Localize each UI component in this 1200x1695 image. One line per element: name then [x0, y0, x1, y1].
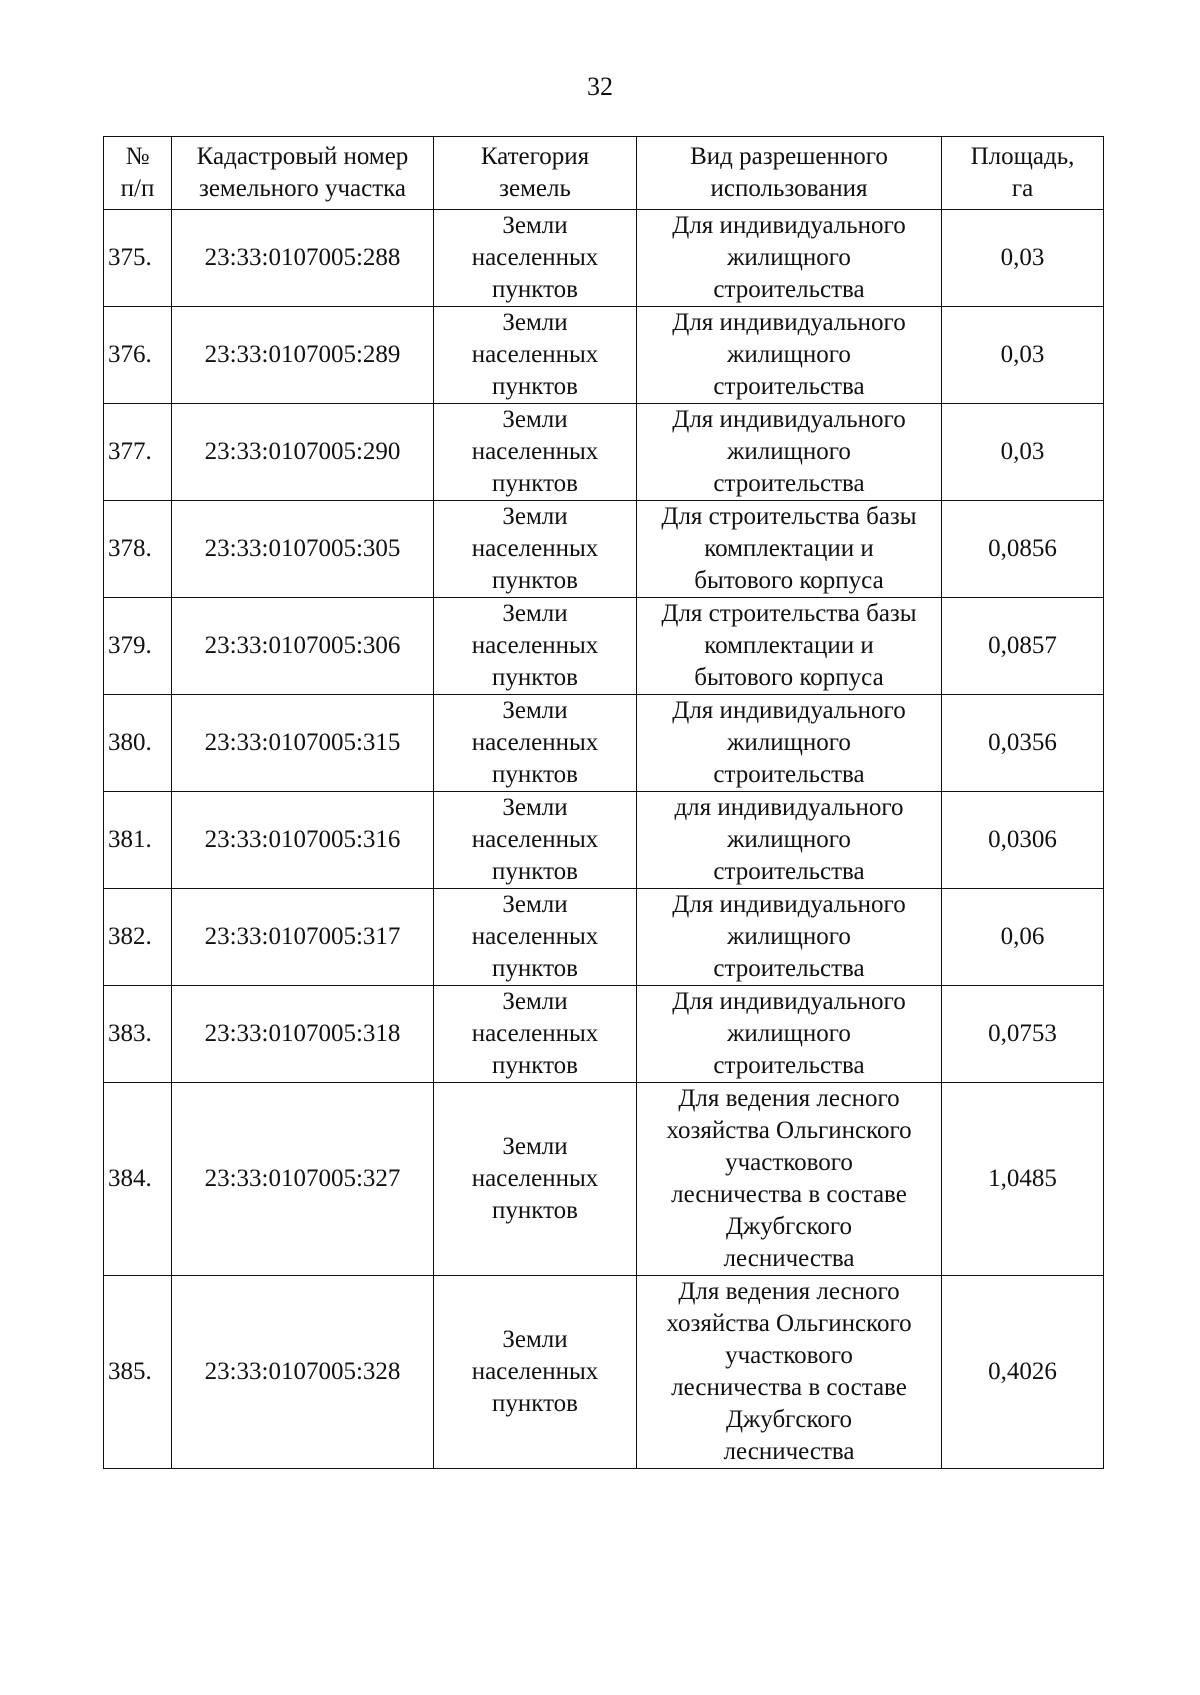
land-category: [434, 210, 637, 307]
header-use-label: Вид разрешенного использования: [690, 143, 888, 202]
permitted-use: [637, 598, 942, 695]
row-number: 376.: [104, 307, 172, 404]
permitted-use-text: Для строительства базы комплектации и бытового корпуса: [661, 600, 917, 691]
row-number: 378.: [104, 501, 172, 598]
area-ha: 0,03: [942, 210, 1104, 307]
header-cadastral: [172, 137, 434, 210]
land-category: [434, 404, 637, 501]
permitted-use: [637, 889, 942, 986]
land-category-text: Земли населенных пунктов: [471, 600, 599, 691]
table-row: [104, 889, 1104, 986]
cadastral-number: 23:33:0107005:316: [172, 792, 434, 889]
permitted-use-text: Для индивидуального жилищного строительства: [672, 697, 906, 788]
area-ha: 0,4026: [942, 1276, 1104, 1469]
permitted-use-text: Для ведения лесного хозяйства Ольгинского участкового лесничества в составе Джубгского лесничества: [666, 1085, 912, 1272]
row-number: 379.: [104, 598, 172, 695]
table-row: [104, 307, 1104, 404]
area-ha: 0,0306: [942, 792, 1104, 889]
land-plots-table-wrapper: [103, 136, 1103, 1469]
table-row: [104, 404, 1104, 501]
land-category: [434, 1276, 637, 1469]
land-category-text: Земли населенных пунктов: [471, 1133, 599, 1224]
header-cadastral-label: Кадастровый номер земельного участка: [196, 143, 409, 202]
land-category-text: Земли населенных пунктов: [471, 794, 599, 885]
land-category-text: Земли населенных пунктов: [471, 891, 599, 982]
permitted-use: [637, 1276, 942, 1469]
permitted-use-text: Для индивидуального жилищного строительства: [672, 988, 906, 1079]
row-number: 383.: [104, 986, 172, 1083]
permitted-use-text: Для индивидуального жилищного строительства: [672, 891, 906, 982]
area-ha: 0,0856: [942, 501, 1104, 598]
area-ha: 0,06: [942, 889, 1104, 986]
land-category: [434, 501, 637, 598]
permitted-use-text: Для строительства базы комплектации и бытового корпуса: [661, 503, 917, 594]
land-category-text: Земли населенных пунктов: [471, 988, 599, 1079]
permitted-use: [637, 1083, 942, 1276]
land-category: [434, 307, 637, 404]
cadastral-number: 23:33:0107005:288: [172, 210, 434, 307]
area-ha: 0,03: [942, 404, 1104, 501]
header-number-label: № п/п: [120, 143, 155, 202]
page-number: 32: [587, 72, 613, 101]
permitted-use: [637, 404, 942, 501]
table-row: [104, 1276, 1104, 1469]
table-row: [104, 986, 1104, 1083]
table-header: [104, 137, 1104, 210]
land-category-text: Земли населенных пунктов: [471, 503, 599, 594]
land-category: [434, 986, 637, 1083]
land-plots-table: [103, 136, 1104, 1469]
row-number: 381.: [104, 792, 172, 889]
land-category-text: Земли населенных пунктов: [471, 309, 599, 400]
land-category: [434, 1083, 637, 1276]
land-category-text: Земли населенных пунктов: [471, 697, 599, 788]
row-number: 385.: [104, 1276, 172, 1469]
permitted-use: [637, 210, 942, 307]
land-category: [434, 889, 637, 986]
permitted-use-text: Для ведения лесного хозяйства Ольгинского участкового лесничества в составе Джубгского лесничества: [666, 1278, 912, 1465]
area-ha: 1,0485: [942, 1083, 1104, 1276]
permitted-use: [637, 986, 942, 1083]
land-category-text: Земли населенных пунктов: [471, 406, 599, 497]
permitted-use: [637, 792, 942, 889]
cadastral-number: 23:33:0107005:290: [172, 404, 434, 501]
land-category-text: Земли населенных пунктов: [471, 212, 599, 303]
row-number: 380.: [104, 695, 172, 792]
permitted-use-text: для индивидуального жилищного строительства: [674, 794, 904, 885]
header-category-label: Категория земель: [480, 143, 590, 202]
cadastral-number: 23:33:0107005:318: [172, 986, 434, 1083]
permitted-use-text: Для индивидуального жилищного строительства: [672, 212, 906, 303]
land-category-text: Земли населенных пунктов: [471, 1326, 599, 1417]
table-body: [104, 210, 1104, 1469]
table-row: [104, 792, 1104, 889]
permitted-use: [637, 695, 942, 792]
table-row: [104, 598, 1104, 695]
permitted-use-text: Для индивидуального жилищного строительства: [672, 406, 906, 497]
area-ha: 0,0356: [942, 695, 1104, 792]
cadastral-number: 23:33:0107005:306: [172, 598, 434, 695]
header-area-label: Площадь, га: [970, 143, 1075, 202]
header-use: [637, 137, 942, 210]
area-ha: 0,0857: [942, 598, 1104, 695]
header-row: [104, 137, 1104, 210]
area-ha: 0,0753: [942, 986, 1104, 1083]
cadastral-number: 23:33:0107005:305: [172, 501, 434, 598]
table-row: [104, 695, 1104, 792]
cadastral-number: 23:33:0107005:317: [172, 889, 434, 986]
row-number: 382.: [104, 889, 172, 986]
header-area: [942, 137, 1104, 210]
cadastral-number: 23:33:0107005:315: [172, 695, 434, 792]
cadastral-number: 23:33:0107005:289: [172, 307, 434, 404]
permitted-use-text: Для индивидуального жилищного строительства: [672, 309, 906, 400]
permitted-use: [637, 501, 942, 598]
row-number: 384.: [104, 1083, 172, 1276]
cadastral-number: 23:33:0107005:327: [172, 1083, 434, 1276]
header-category: [434, 137, 637, 210]
table-row: [104, 501, 1104, 598]
row-number: 375.: [104, 210, 172, 307]
land-category: [434, 695, 637, 792]
land-category: [434, 598, 637, 695]
header-number: [104, 137, 172, 210]
land-category: [434, 792, 637, 889]
area-ha: 0,03: [942, 307, 1104, 404]
row-number: 377.: [104, 404, 172, 501]
permitted-use: [637, 307, 942, 404]
cadastral-number: 23:33:0107005:328: [172, 1276, 434, 1469]
table-row: [104, 210, 1104, 307]
table-row: [104, 1083, 1104, 1276]
